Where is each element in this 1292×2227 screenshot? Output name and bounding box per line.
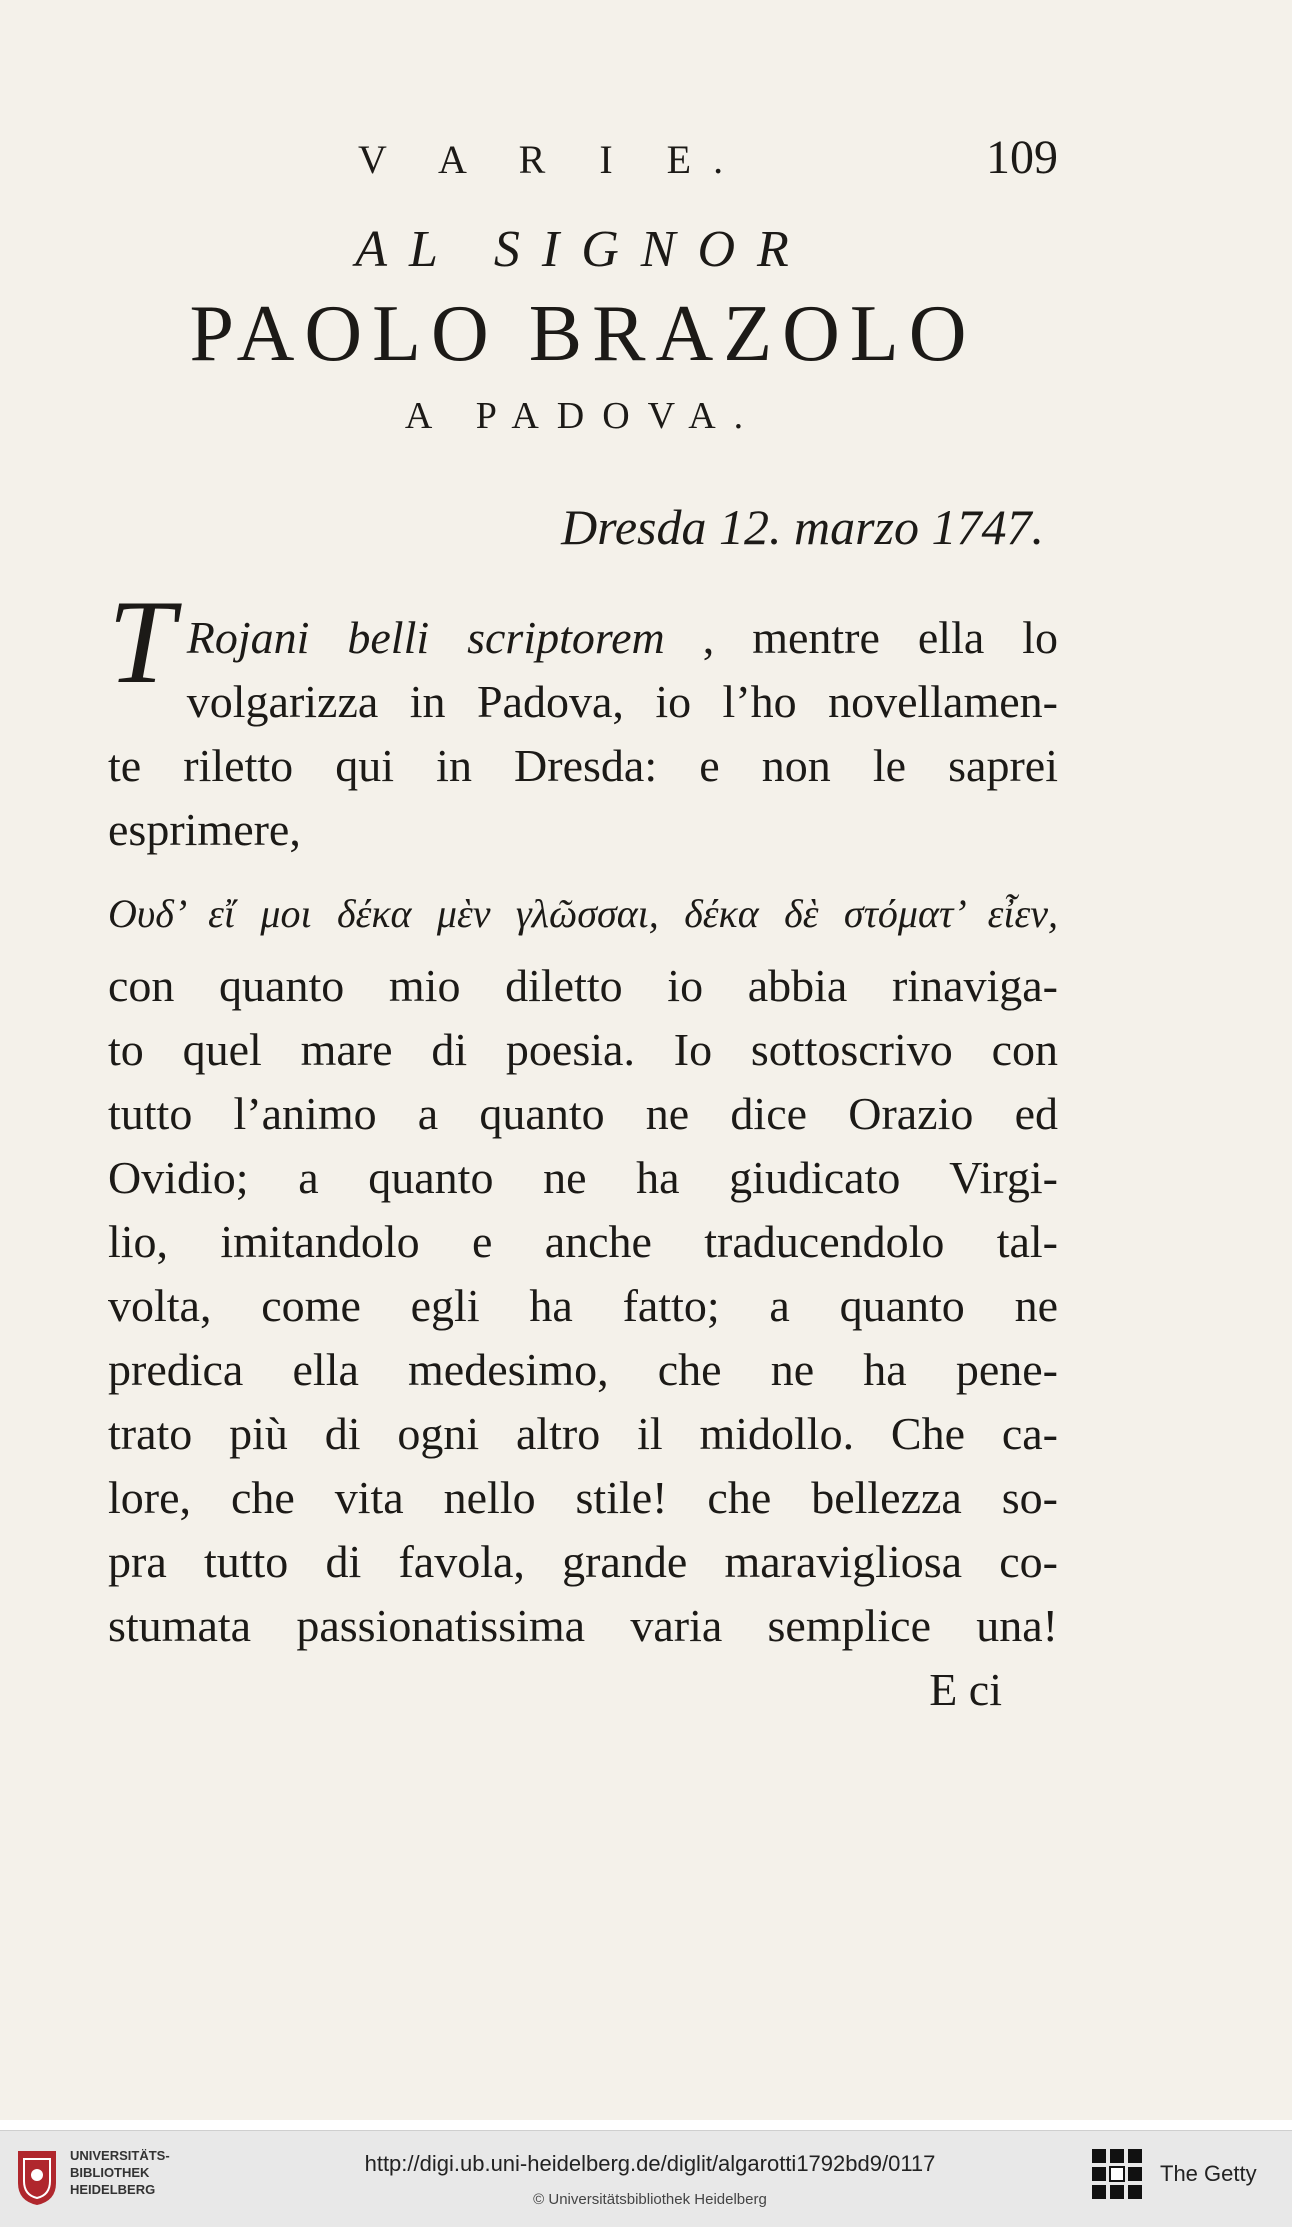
- page-content: [108, 130, 1058, 1722]
- body-line: trato più di ogni altro il midollo. Che ca-: [108, 1408, 1058, 1459]
- latin-quote: Rojani belli scriptorem: [186, 612, 665, 663]
- body-line: volta, come egli ha fatto; a quanto ne: [108, 1280, 1058, 1331]
- body-line: lio, imitandolo e anche traducendolo tal-: [108, 1216, 1058, 1267]
- letter-body: [108, 575, 1059, 1722]
- institution-name: UNIVERSITÄTS- BIBLIOTHEK HEIDELBERG: [70, 2148, 170, 2197]
- dateline: Dresda 12. marzo 1747.: [561, 499, 1044, 555]
- address-recipient: PAOLO BRAZOLO: [189, 290, 977, 378]
- body-line: to quel mare di poesia. Io sottoscrivo con: [108, 1024, 1058, 1075]
- address-place: A PADOVA.: [404, 395, 762, 437]
- page-number: 109: [986, 131, 1058, 184]
- body-line: esprimere,: [108, 804, 301, 855]
- running-head: [108, 130, 1058, 200]
- body-line: Ovidio; a quanto ne ha giudicato Virgi-: [108, 1152, 1058, 1203]
- getty-logo-icon: [1090, 2145, 1144, 2207]
- body-line: tutto l’animo a quanto ne dice Orazio ed: [108, 1088, 1058, 1139]
- body-line: pra tutto di favola, grande maravigliosa co-: [108, 1536, 1058, 1587]
- body-line: con quanto mio diletto io abbia rinaviga-: [108, 960, 1058, 1011]
- partner-name: The Getty: [1160, 2161, 1257, 2186]
- address-salutation: AL SIGNOR: [355, 221, 811, 278]
- drop-cap: T: [108, 575, 175, 708]
- copyright-notice: © Universitätsbibliothek Heidelberg: [533, 2191, 767, 2208]
- running-title: V A R I E.: [358, 137, 746, 182]
- body-line: lore, che vita nello stile! che bellezza so-: [108, 1472, 1058, 1523]
- body-line: te riletto qui in Dresda: e non le saprei: [108, 740, 1058, 791]
- viewer-footer: [0, 2130, 1292, 2227]
- body-line: stumata passionatissima varia semplice una!: [108, 1600, 1058, 1651]
- body-line: predica ella medesimo, che ne ha pene-: [108, 1344, 1058, 1395]
- body-line: volgarizza in Padova, io l’ho novellamen-: [186, 676, 1058, 727]
- university-seal-icon: [14, 2147, 60, 2207]
- greek-quotation: Ουδ’ εἴ μοι δέκα μὲν γλῶσσαι, δέκα δὲ στόματ’ εἶεν,: [108, 891, 1058, 936]
- body-line-rest: , mentre ella lo: [702, 612, 1059, 663]
- catchword: E ci: [929, 1664, 1002, 1715]
- permalink-url[interactable]: http://digi.ub.uni-heidelberg.de/diglit/algarotti1792bd9/0117: [364, 2151, 936, 2176]
